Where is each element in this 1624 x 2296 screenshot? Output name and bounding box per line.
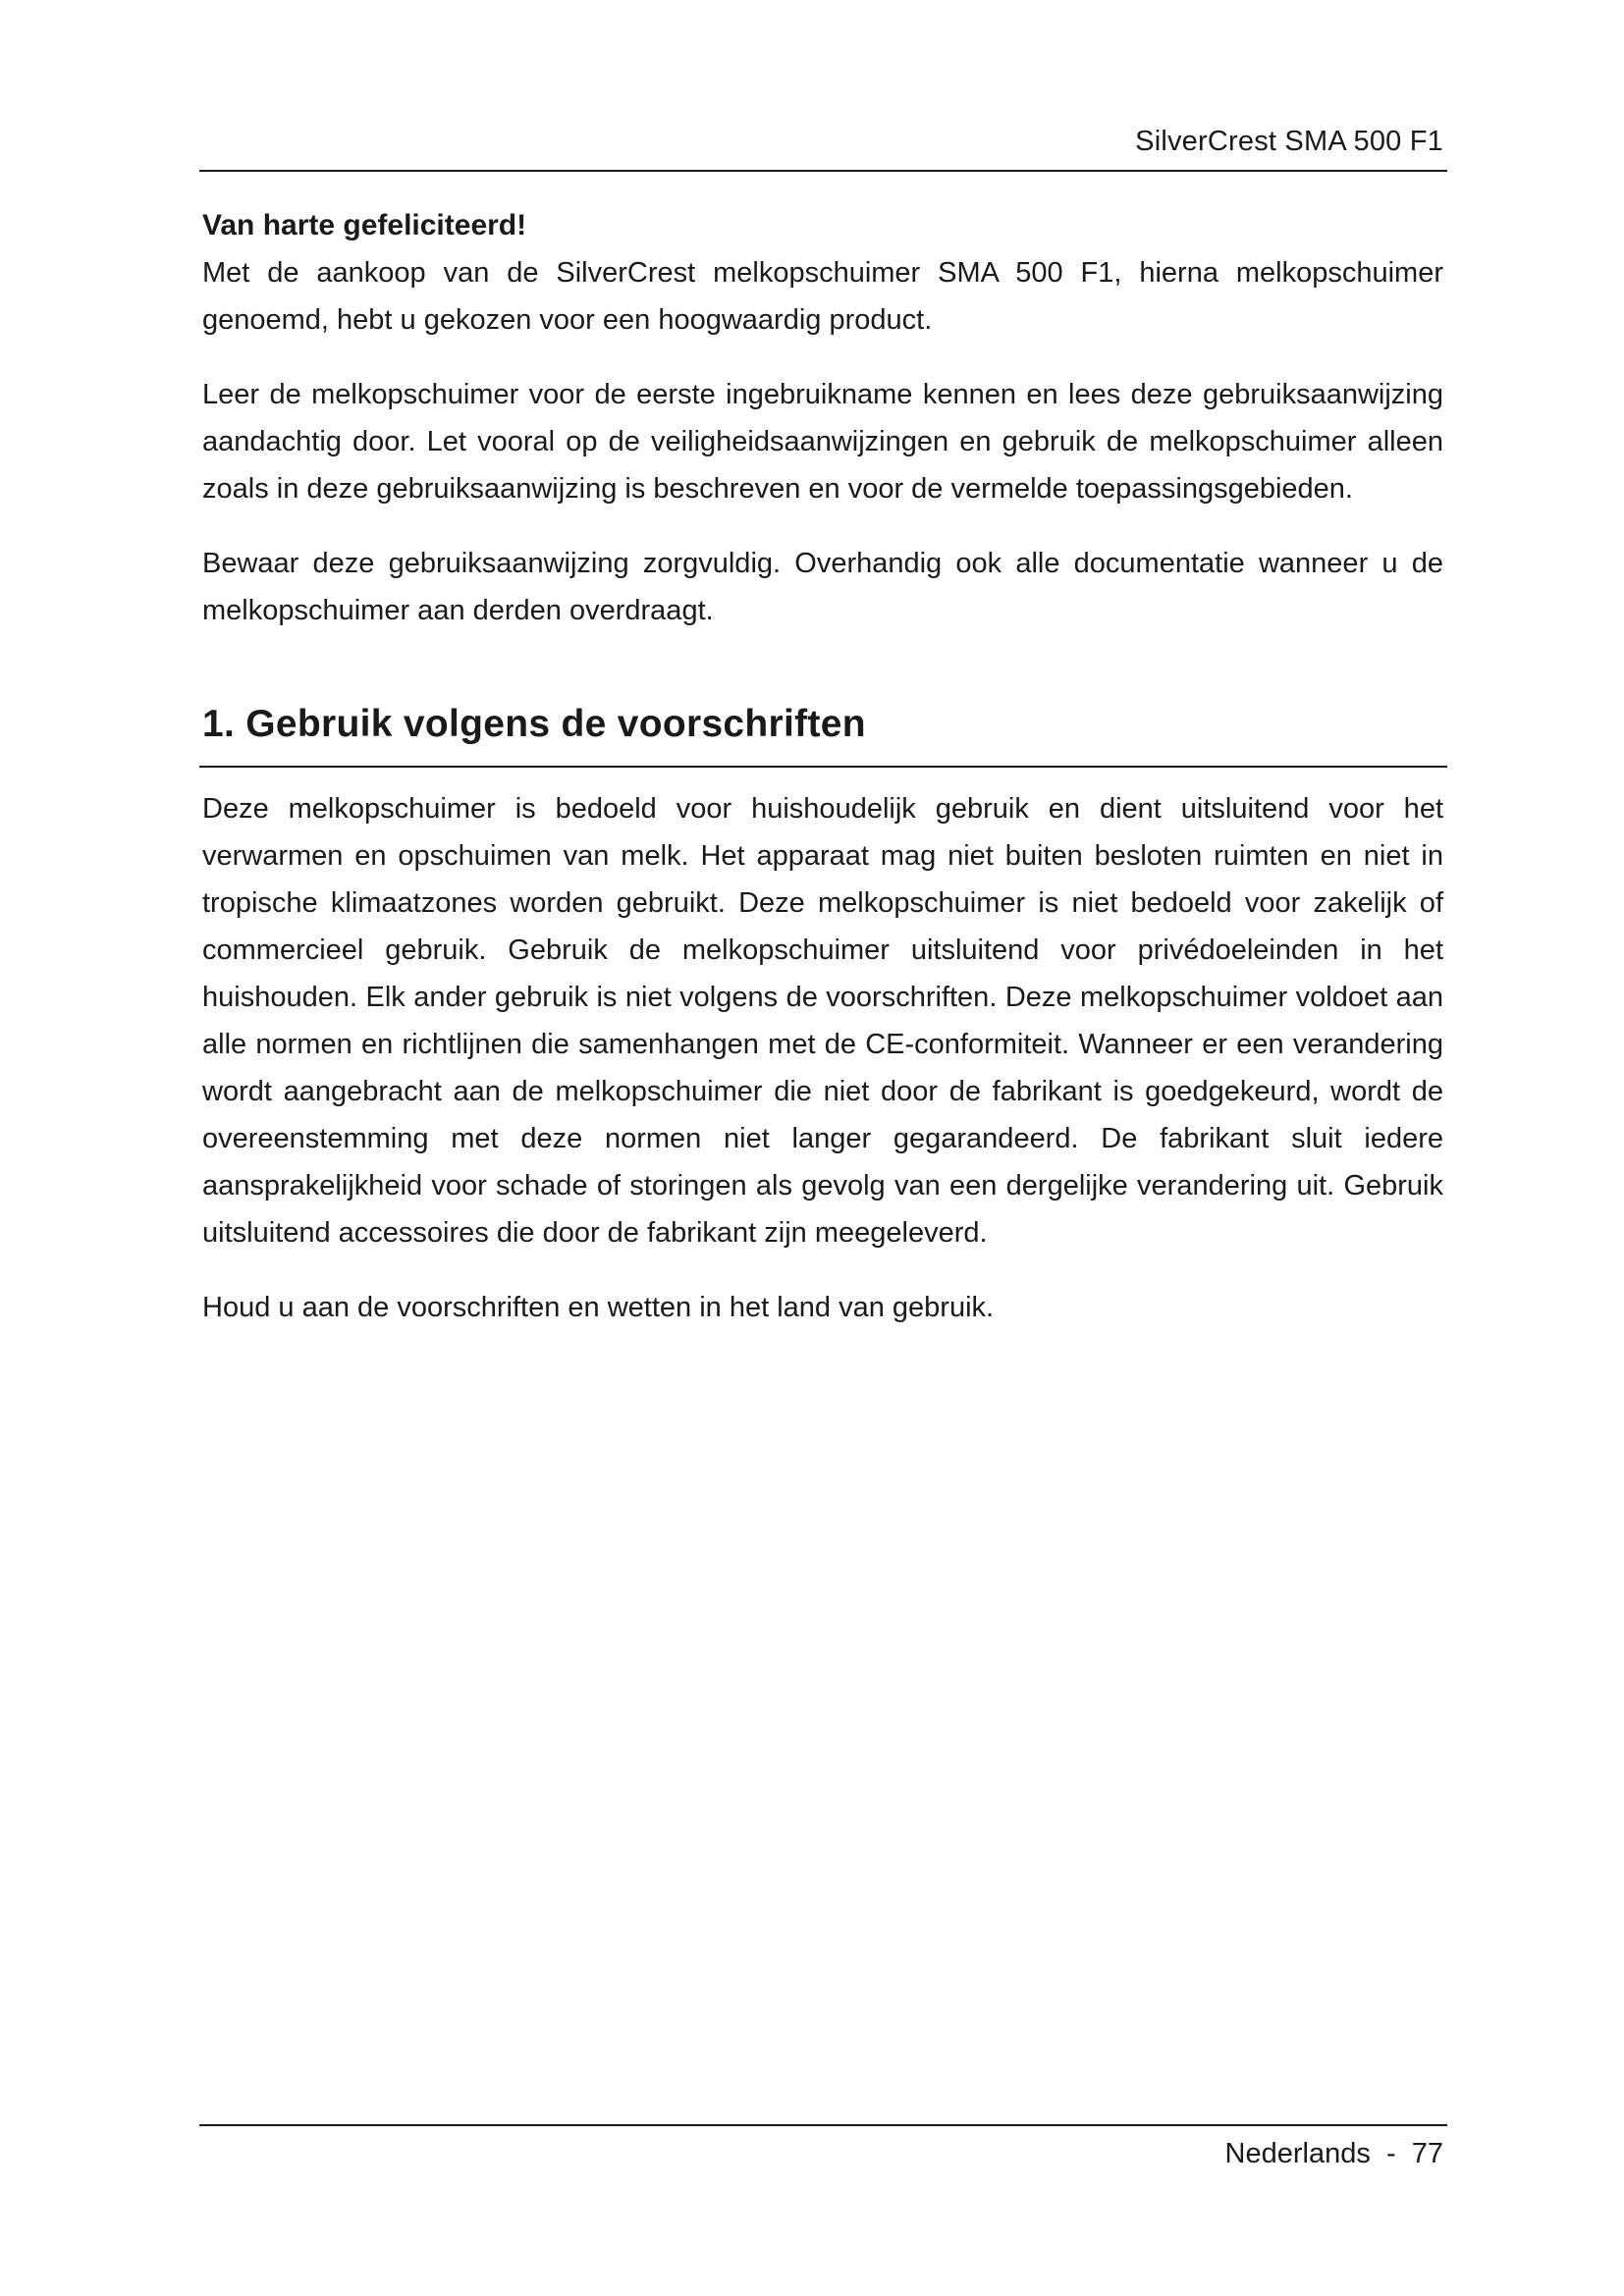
page-footer: Nederlands - 77	[1224, 2138, 1443, 2169]
section-rule	[199, 766, 1447, 768]
section-paragraph: Deze melkopschuimer is bedoeld voor huishoudelijk gebruik en dient uitsluitend voor het verwarmen en opschuimen van melk. Het apparaat mag niet buiten besloten ruimten en niet in tropische klimaatzones worden gebruikt. Deze melkopschuimer is niet bedoeld voor zakelijk of commercieel gebruik. Gebruik de melkopschuimer uitsluitend voor privédoeleinden in het huishouden. Elk ander gebruik is niet volgens de voorschriften. Deze melkopschuimer voldoet aan alle normen en richtlijnen die samenhangen met de CE-conformiteit. Wanneer er een verandering wordt aangebracht aan de melkopschuimer die niet door de fabrikant is goedgekeurd, wordt de overeenstemming met deze normen niet langer gegarandeerd. De fabrikant sluit iedere aansprakelijkheid voor schade of storingen als gevolg van een dergelijke verandering uit. Gebruik uitsluitend accessoires die door de fabrikant zijn meegeleverd.	[202, 793, 1443, 1249]
section-heading: 1. Gebruik volgens de voorschriften	[202, 703, 866, 745]
running-header: SilverCrest SMA 500 F1	[1135, 126, 1443, 157]
intro-paragraph: Bewaar deze gebruiksaanwijzing zorgvuldig. Overhandig ook alle documentatie wanneer u de melkopschuimer aan derden overdraagt.	[202, 548, 1443, 626]
intro-block	[202, 202, 1443, 634]
section-body	[202, 785, 1443, 1331]
intro-paragraph: Leer de melkopschuimer voor de eerste ingebruikname kennen en lees deze gebruiksaanwijzing aandachtig door. Let vooral op de veiligheidsaanwijzingen en gebruik de melkopschuimer alleen zoals in deze gebruiksaanwijzing is beschreven en voor de vermelde toepassingsgebieden.	[202, 379, 1443, 505]
section-paragraph: Houd u aan de voorschriften en wetten in het land van gebruik.	[202, 1292, 995, 1323]
footer-rule	[199, 2124, 1447, 2126]
intro-heading: Van harte gefeliciteerd!	[202, 209, 527, 241]
intro-paragraph: Met de aankoop van de SilverCrest melkopschuimer SMA 500 F1, hierna melkopschuimer genoemd, hebt u gekozen voor een hoogwaardig product.	[202, 257, 1443, 336]
header-rule	[199, 170, 1447, 172]
